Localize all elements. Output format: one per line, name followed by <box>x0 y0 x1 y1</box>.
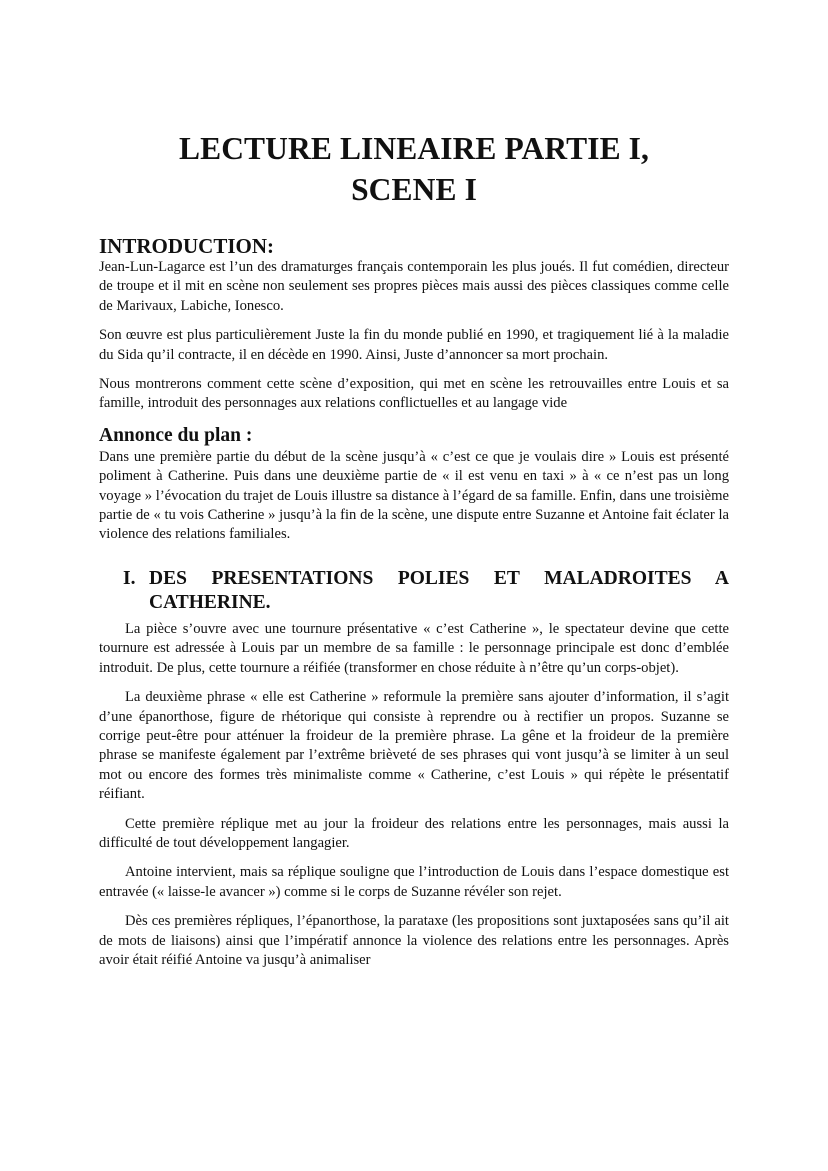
section-1-paragraph-2: La deuxième phrase « elle est Catherine » reformule la première sans ajouter d’information, il s’agit d’une épanorthose, figure de rhétorique qui consiste à reprendre ou à rectifier un propos. Suzanne se corrige peut-être pour atténuer la froideur de la première phrase. La gêne et la froideur de la première phrase se manifeste également par l’extrême brièveté de ses phrases qui vont jusqu’à se limiter à un seul mot ou encore des formes très minimaliste comme « Catherine, c’est Louis » qui répète le présentatif réifiant. <box>99 689 729 803</box>
title-line-1: LECTURE LINEAIRE PARTIE I, <box>178 131 649 166</box>
section-1-number: I. <box>123 567 136 589</box>
intro-paragraph-2: Son œuvre est plus particulièrement Juste la fin du monde publié en 1990, et tragiquement lié à la maladie du Sida qu’il contracte, il en décède en 1990. Ainsi, Juste d’annoncer sa mort prochain. <box>99 327 729 363</box>
section-1-heading <box>99 567 729 615</box>
plan-paragraph: Dans une première partie du début de la scène jusqu’à « c’est ce que je voulais dire » Louis est présenté poliment à Catherine. Puis dans une deuxième partie de « il est venu en taxi » à « ce n’est pas un long voyage » l’évocation du trajet de Louis illustre sa distance à l’égard de sa famille. Enfin, dans une troisième partie de « tu vois Catherine » jusqu’à la fin de la scène, une dispute entre Suzanne et Antoine fait éclater la violence des relations familiales. <box>99 448 729 543</box>
section-1-paragraph-1: La pièce s’ouvre avec une tournure présentative « c’est Catherine », le spectateur devine que cette tournure est adressée à Louis par un membre de sa famille : le personnage principale est donc d’emblée introduit. De plus, cette tournure a réifiée (transformer en chose réduite à n’être qu’un corps-objet). <box>99 620 729 676</box>
introduction-heading: INTRODUCTION: <box>99 234 275 258</box>
section-1-paragraph-3: Cette première réplique met au jour la froideur des relations entre les personnages, mais aussi la difficulté de tout développement langagier. <box>99 815 729 851</box>
title-line-2: SCENE I <box>351 172 477 207</box>
section-1-paragraph-4: Antoine intervient, mais sa réplique souligne que l’introduction de Louis dans l’espace domestique est entravée (« laisse-le avancer ») comme si le corps de Suzanne révéler son rejet. <box>99 864 729 900</box>
document-title <box>99 128 729 210</box>
intro-paragraph-1: Jean-Lun-Lagarce est l’un des dramaturges français contemporain les plus joués. Il fut comédien, directeur de troupe et il mit en scène non seulement ses propres pièces mais aussi des pièces classiques comme celle de Marivaux, Labiche, Ionesco. <box>99 259 729 314</box>
plan-heading: Annonce du plan : <box>99 424 253 446</box>
intro-paragraph-3: Nous montrerons comment cette scène d’exposition, qui met en scène les retrouvailles entre Louis et sa famille, introduit des personnages aux relations conflictuelles et au langage vide <box>99 376 729 412</box>
section-1-paragraph-5: Dès ces premières répliques, l’épanorthose, la parataxe (les propositions sont juxtaposées sans qu’il ait de mots de liaisons) ainsi que l’impératif annonce la violence des relations entre les personnages. Après avoir était réifié Antoine va jusqu’à animaliser <box>99 913 729 968</box>
section-1-title: DES PRESENTATIONS POLIES ET MALADROITES A CATHERINE. <box>149 567 729 613</box>
